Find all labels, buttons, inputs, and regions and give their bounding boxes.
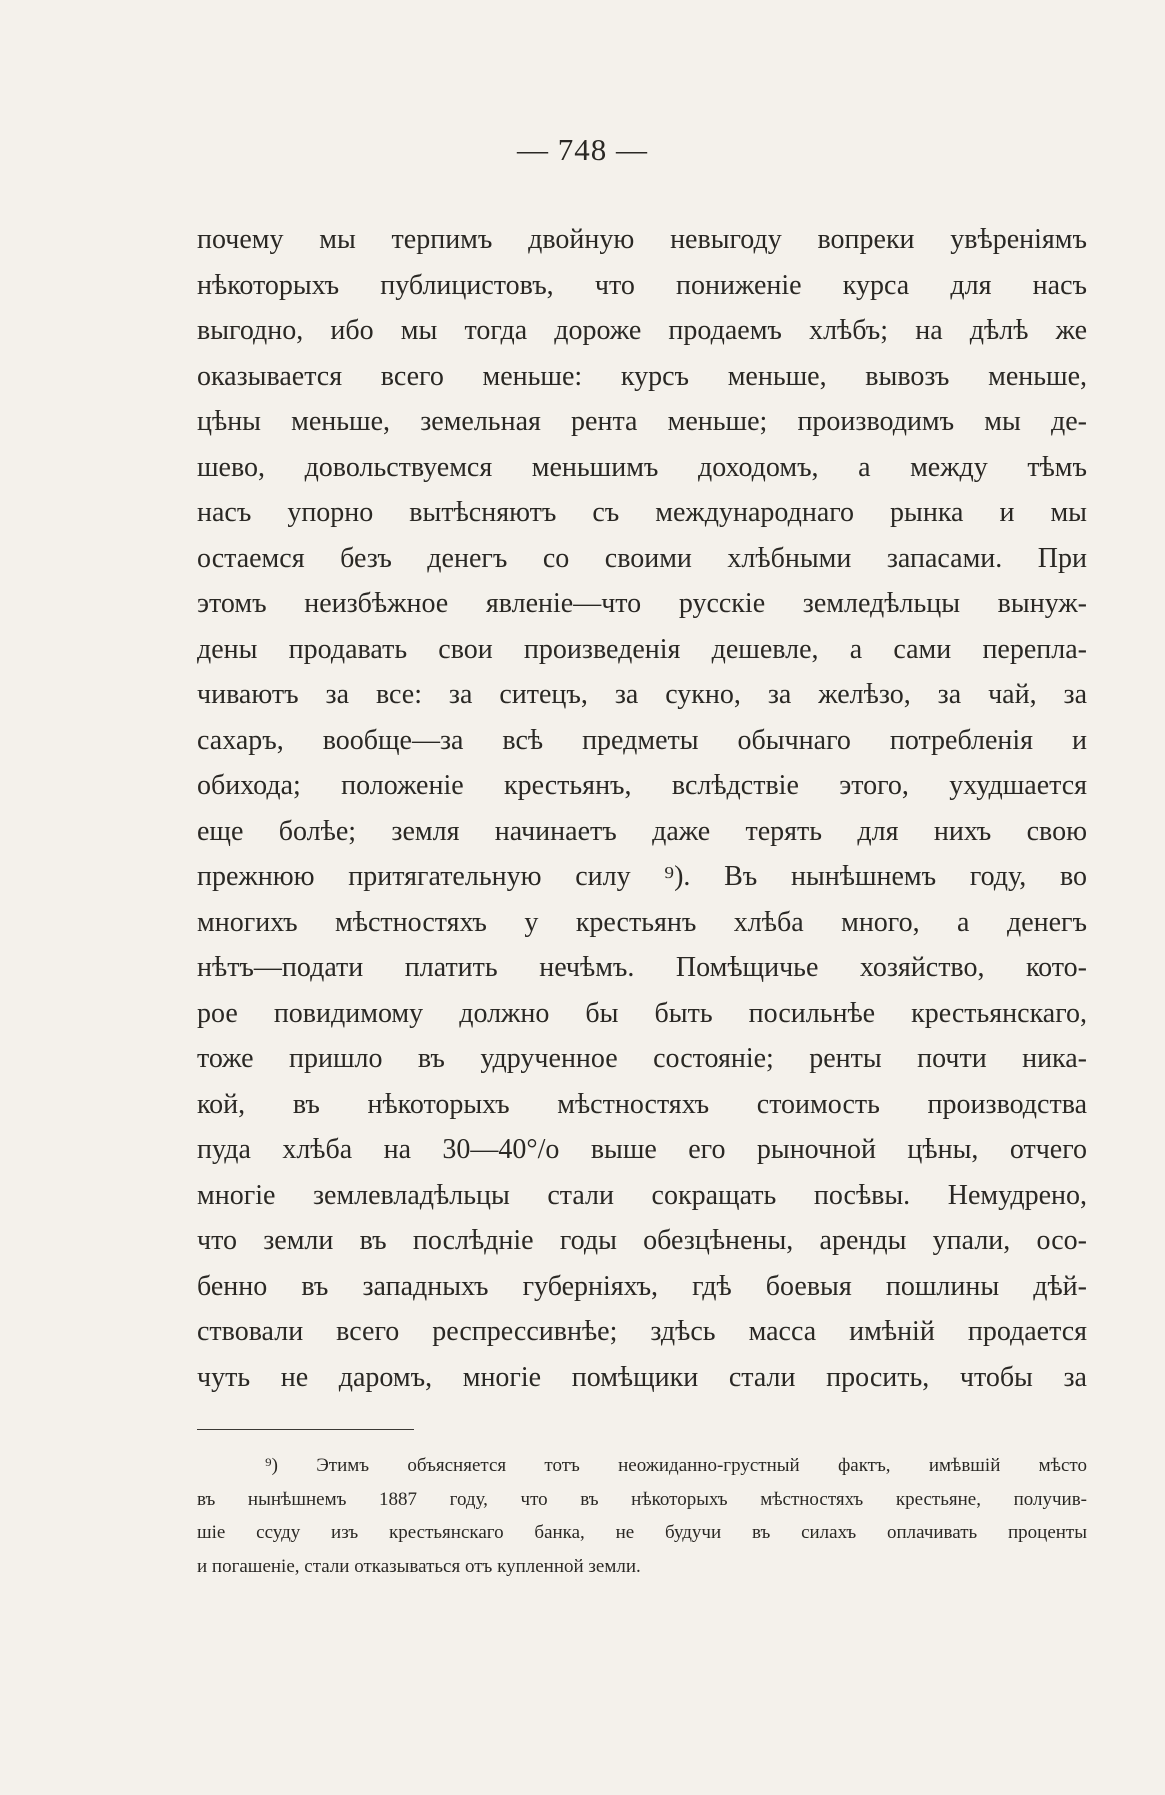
- text-line: рое повидимому должно бы быть посильнѣе крестьянскаго,: [197, 997, 1087, 1029]
- text-line: этомъ неизбѣжное явленіе—что русскіе земледѣльцы вынуж-: [197, 588, 1087, 619]
- footnote-block: [197, 1449, 1087, 1583]
- footnote-line: и погашеніе, стали отказываться отъ купленной земли.: [197, 1555, 641, 1577]
- text-line: прежнюю притягательную силу ⁹). Въ нынѣшнемъ году, во: [197, 861, 1087, 892]
- text-line: сахаръ, вообще—за всѣ предметы обычнаго потребленія и: [197, 724, 1087, 756]
- text-line: еще болѣе; земля начинаетъ даже терять для нихъ свою: [197, 815, 1087, 847]
- footnote-line: въ нынѣшнемъ 1887 году, что въ нѣкоторыхъ мѣстностяхъ крестьяне, получив-: [197, 1488, 1087, 1510]
- text-line: многихъ мѣстностяхъ у крестьянъ хлѣба много, а денегъ: [197, 906, 1087, 938]
- text-line: кой, въ нѣкоторыхъ мѣстностяхъ стоимость производства: [197, 1088, 1087, 1120]
- text-line: чуть не даромъ, многіе помѣщики стали просить, чтобы за: [197, 1361, 1087, 1393]
- text-line: цѣны меньше, земельная рента меньше; производимъ мы де-: [197, 406, 1087, 437]
- text-line: бенно въ западныхъ губерніяхъ, гдѣ боевыя пошлины дѣй-: [197, 1270, 1087, 1302]
- footnote-line: ⁹) Этимъ объясняется тотъ неожиданно-грустный фактъ, имѣвшій мѣсто: [265, 1455, 1087, 1476]
- text-line: насъ упорно вытѣсняютъ съ международнаго рынка и мы: [197, 497, 1087, 528]
- main-text-block: [197, 217, 1087, 1400]
- text-line: чиваютъ за все: за ситецъ, за сукно, за желѣзо, за чай, за: [197, 679, 1087, 710]
- text-line: обихода; положеніе крестьянъ, вслѣдствіе этого, ухудшается: [197, 770, 1087, 801]
- text-line: что земли въ послѣдніе годы обезцѣнены, аренды упали, осо-: [197, 1225, 1087, 1256]
- text-line: ствовали всего респрессивнѣе; здѣсь масса имѣній продается: [197, 1316, 1087, 1347]
- text-line: выгодно, ибо мы тогда дороже продаемъ хлѣбъ; на дѣлѣ же: [197, 315, 1087, 346]
- text-line: пуда хлѣба на 30—40°/о выше его рыночной цѣны, отчего: [197, 1134, 1087, 1165]
- footnote-line: шіе ссуду изъ крестьянскаго банка, не будучи въ силахъ оплачивать проценты: [197, 1522, 1087, 1543]
- text-line: оказывается всего меньше: курсъ меньше, вывозъ меньше,: [197, 360, 1087, 392]
- text-line: дены продавать свои произведенія дешевле, а сами перепла-: [197, 633, 1087, 665]
- text-line: тоже пришло въ удрученное состояніе; ренты почти ника-: [197, 1043, 1087, 1074]
- text-line: почему мы терпимъ двойную невыгоду вопреки увѣреніямъ: [197, 224, 1087, 255]
- text-line: нѣкоторыхъ публицистовъ, что пониженіе курса для насъ: [197, 269, 1087, 301]
- text-line: остаемся безъ денегъ со своими хлѣбными запасами. При: [197, 542, 1087, 574]
- page-number: — 748 —: [517, 132, 648, 167]
- text-line: шево, довольствуемся меньшимъ доходомъ, а между тѣмъ: [197, 451, 1087, 483]
- text-line: нѣтъ—подати платить нечѣмъ. Помѣщичье хозяйство, кото-: [197, 952, 1087, 983]
- footnote-divider: [197, 1429, 414, 1430]
- text-line: многіе землевладѣльцы стали сокращать посѣвы. Немудрено,: [197, 1179, 1087, 1211]
